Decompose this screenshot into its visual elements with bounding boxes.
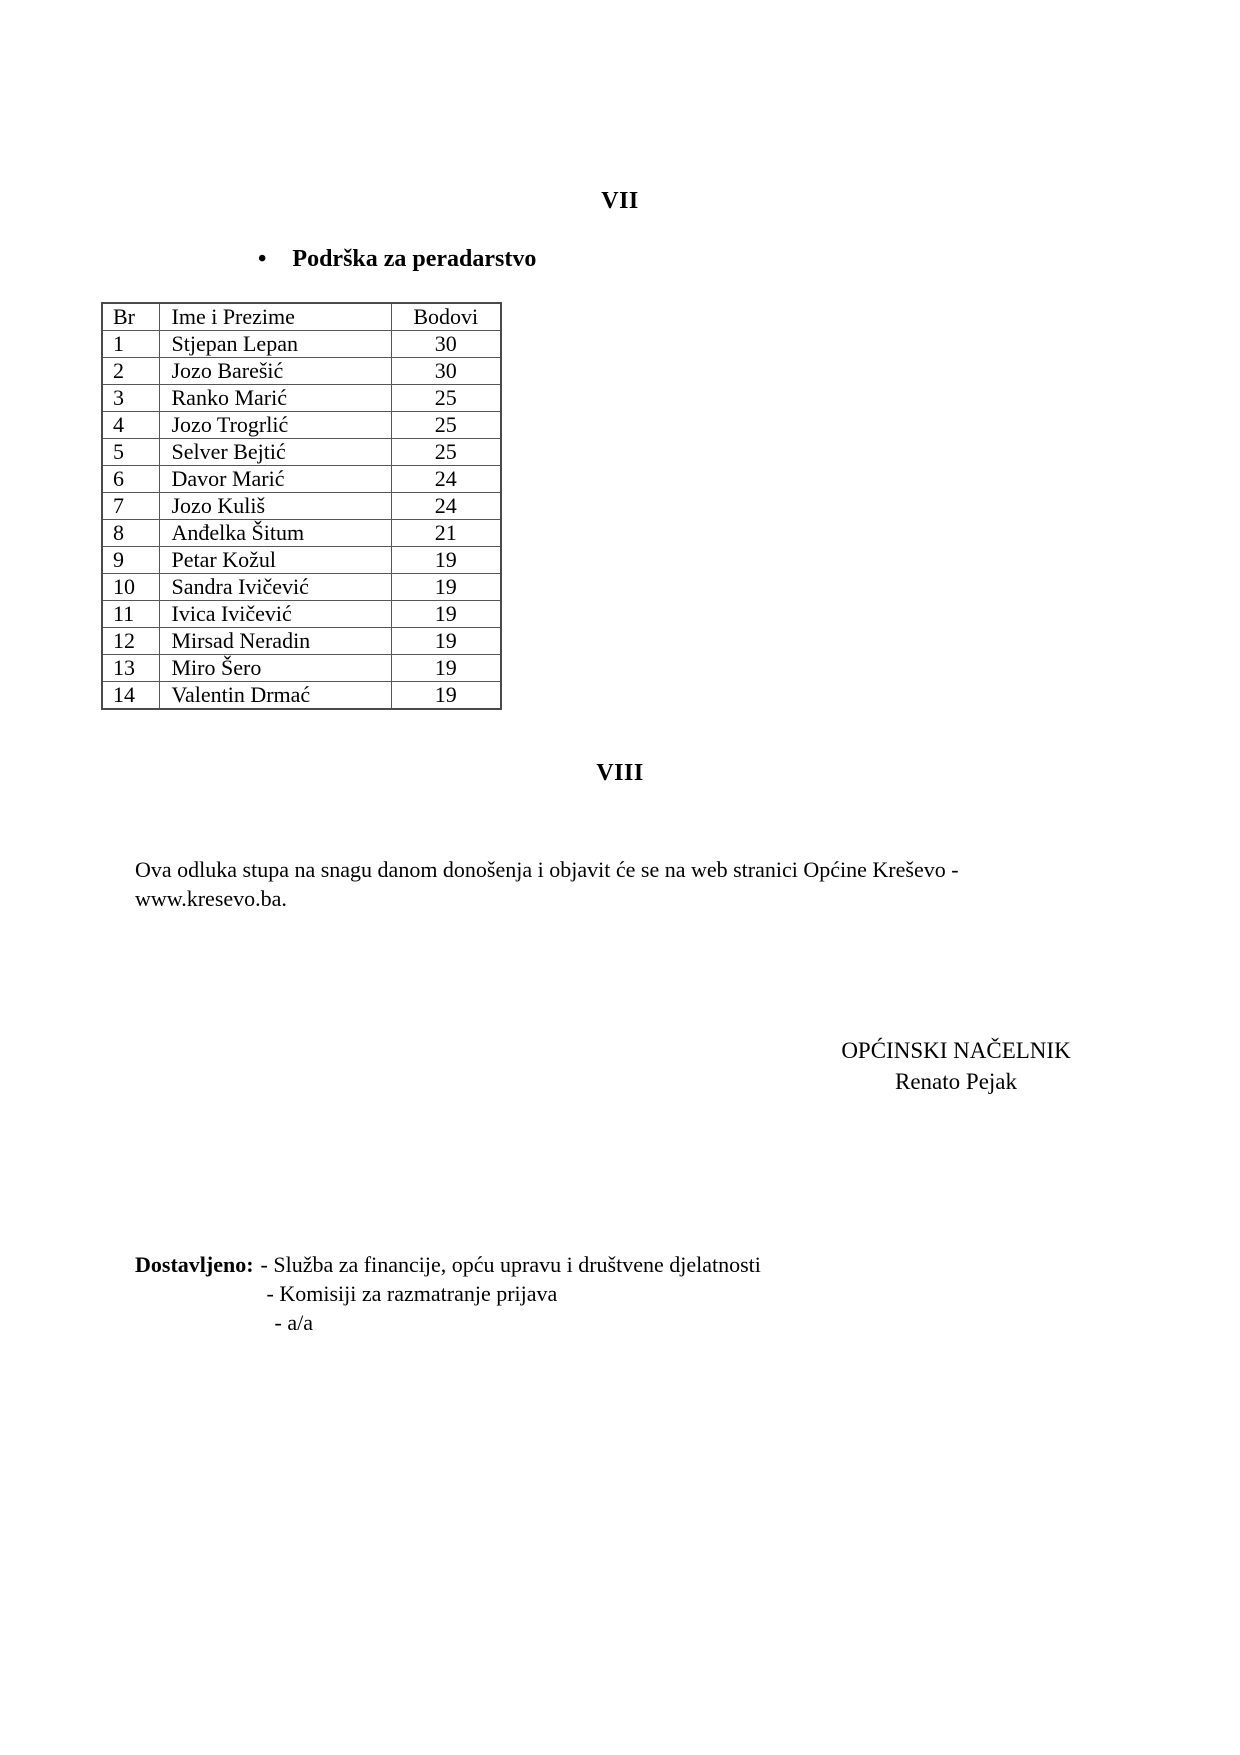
score-cell: 25 bbox=[391, 385, 501, 412]
scores-table bbox=[101, 302, 502, 710]
name-cell: Selver Bejtić bbox=[159, 439, 391, 466]
distribution-label: Dostavljeno: bbox=[135, 1252, 254, 1277]
name-cell: Stjepan Lepan bbox=[159, 331, 391, 358]
distribution-item: - Komisiji za razmatranje prijava bbox=[266, 1281, 558, 1306]
header-cell-name: Ime i Prezime bbox=[159, 303, 391, 331]
score-cell: 19 bbox=[391, 547, 501, 574]
signature-title: OPĆINSKI NAČELNIK bbox=[841, 1038, 1071, 1063]
header-cell-score: Bodovi bbox=[391, 303, 501, 331]
table-row bbox=[102, 547, 501, 574]
score-cell: 24 bbox=[391, 493, 501, 520]
row-number-cell: 1 bbox=[102, 331, 159, 358]
score-cell: 19 bbox=[391, 574, 501, 601]
table-header-row bbox=[102, 303, 501, 331]
score-cell: 25 bbox=[391, 412, 501, 439]
table-row bbox=[102, 520, 501, 547]
row-number-cell: 2 bbox=[102, 358, 159, 385]
table-row bbox=[102, 628, 501, 655]
distribution-block bbox=[135, 1250, 761, 1337]
row-number-cell: 6 bbox=[102, 466, 159, 493]
score-cell: 24 bbox=[391, 466, 501, 493]
row-number-cell: 7 bbox=[102, 493, 159, 520]
table-row bbox=[102, 574, 501, 601]
score-cell: 19 bbox=[391, 628, 501, 655]
table-body bbox=[102, 331, 501, 710]
bullet-icon: • bbox=[258, 246, 267, 272]
row-number-cell: 8 bbox=[102, 520, 159, 547]
row-number-cell: 3 bbox=[102, 385, 159, 412]
table-row bbox=[102, 439, 501, 466]
name-cell: Valentin Drmać bbox=[159, 682, 391, 710]
signature-name: Renato Pejak bbox=[895, 1069, 1017, 1094]
score-cell: 30 bbox=[391, 331, 501, 358]
table-row bbox=[102, 682, 501, 710]
name-cell: Sandra Ivičević bbox=[159, 574, 391, 601]
row-number-cell: 14 bbox=[102, 682, 159, 710]
score-cell: 19 bbox=[391, 601, 501, 628]
section-vii-heading: VII bbox=[601, 188, 639, 214]
score-cell: 25 bbox=[391, 439, 501, 466]
name-cell: Davor Marić bbox=[159, 466, 391, 493]
signature-block bbox=[740, 1035, 1172, 1097]
table-row bbox=[102, 601, 501, 628]
name-cell: Ranko Marić bbox=[159, 385, 391, 412]
decision-paragraph: Ova odluka stupa na snagu danom donošenja i objavit će se na web stranici Općine Kreševo - www.kresevo.ba. bbox=[135, 857, 959, 911]
score-cell: 19 bbox=[391, 682, 501, 710]
name-cell: Jozo Kuliš bbox=[159, 493, 391, 520]
row-number-cell: 5 bbox=[102, 439, 159, 466]
score-cell: 21 bbox=[391, 520, 501, 547]
row-number-cell: 9 bbox=[102, 547, 159, 574]
name-cell: Jozo Trogrlić bbox=[159, 412, 391, 439]
row-number-cell: 10 bbox=[102, 574, 159, 601]
table-row bbox=[102, 655, 501, 682]
table-row bbox=[102, 466, 501, 493]
distribution-items bbox=[261, 1250, 761, 1337]
score-cell: 30 bbox=[391, 358, 501, 385]
name-cell: Anđelka Šitum bbox=[159, 520, 391, 547]
section-viii-heading: VIII bbox=[596, 760, 644, 786]
table-row bbox=[102, 385, 501, 412]
row-number-cell: 13 bbox=[102, 655, 159, 682]
distribution-item: - a/a bbox=[274, 1310, 314, 1335]
table-row bbox=[102, 412, 501, 439]
name-cell: Mirsad Neradin bbox=[159, 628, 391, 655]
bullet-heading-label: Podrška za peradarstvo bbox=[292, 246, 537, 272]
table-row bbox=[102, 358, 501, 385]
name-cell: Ivica Ivičević bbox=[159, 601, 391, 628]
table-row bbox=[102, 493, 501, 520]
name-cell: Miro Šero bbox=[159, 655, 391, 682]
name-cell: Jozo Barešić bbox=[159, 358, 391, 385]
name-cell: Petar Kožul bbox=[159, 547, 391, 574]
row-number-cell: 11 bbox=[102, 601, 159, 628]
bullet-heading-line bbox=[258, 246, 536, 273]
distribution-item: - Služba za financije, opću upravu i društvene djelatnosti bbox=[260, 1252, 761, 1277]
table-row bbox=[102, 331, 501, 358]
header-cell-br: Br bbox=[102, 303, 159, 331]
score-cell: 19 bbox=[391, 655, 501, 682]
row-number-cell: 4 bbox=[102, 412, 159, 439]
row-number-cell: 12 bbox=[102, 628, 159, 655]
